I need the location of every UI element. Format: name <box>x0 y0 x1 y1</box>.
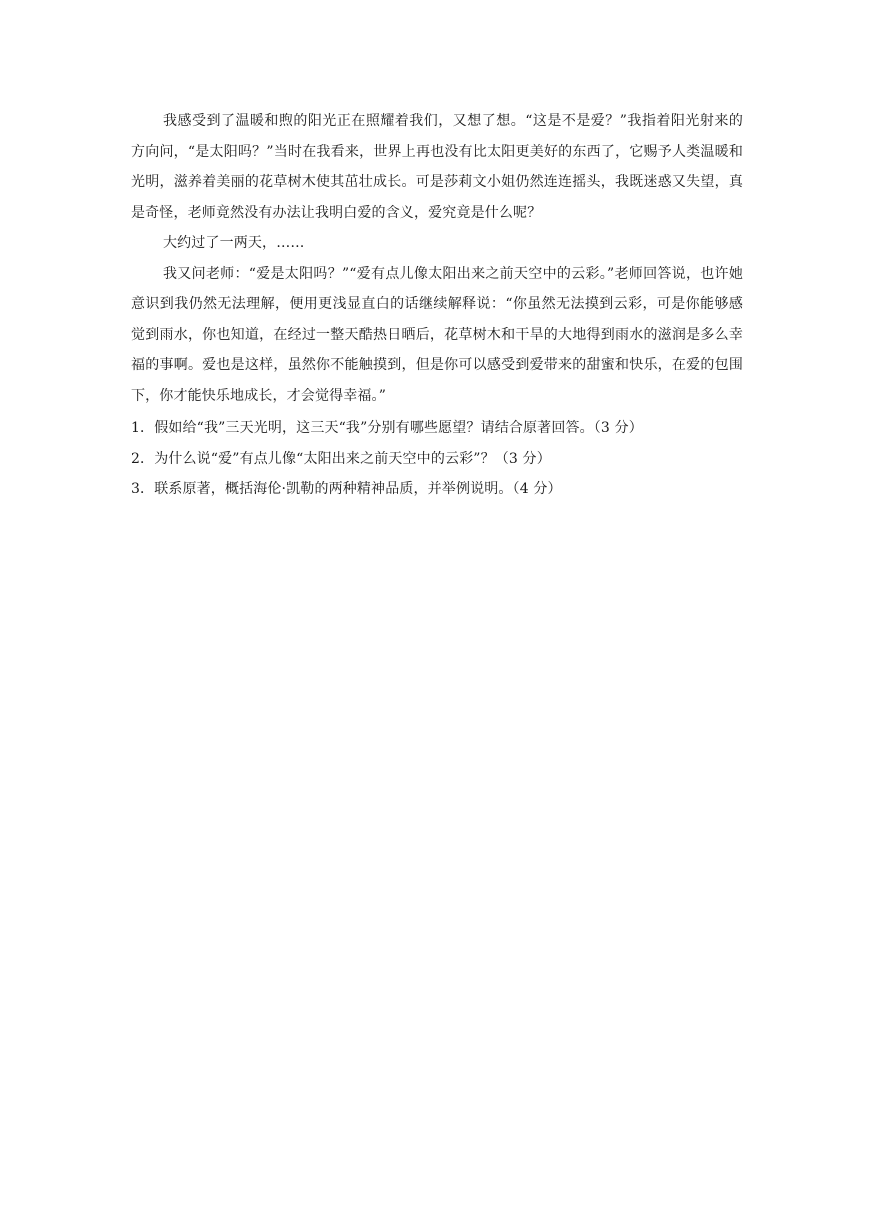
question-list <box>131 413 743 505</box>
question-1: 1．假如给“我”三天光明，这三天“我”分别有哪些愿望？请结合原著回答。（3 分） <box>131 420 643 436</box>
passage-paragraph-2: 大约过了一两天，…… <box>163 235 305 251</box>
reading-passage <box>131 106 743 411</box>
question-2: 2．为什么说“爱”有点儿像“太阳出来之前天空中的云彩”？（3 分） <box>131 450 551 467</box>
document-content <box>131 106 743 505</box>
passage-paragraph-3: 我又问老师：“爱是太阳吗？”“爱有点儿像太阳出来之前天空中的云彩。”老师回答说，也许她意识到我仍然无法理解，便用更浅显直白的话继续解释说：“你虽然无法摸到云彩，可是你能够感觉到雨水，你也知道，在经过一整天酷热日晒后，花草树木和干旱的大地得到雨水的滋润是多么幸福的事啊。爱也是这样，虽然你不能触摸到，但是你可以感受到爱带来的甜蜜和快乐，在爱的包围下，你才能快乐地成长，才会觉得幸福。” <box>131 265 743 404</box>
question-3: 3．联系原著，概括海伦·凯勒的两种精神品质，并举例说明。（4 分） <box>131 481 562 497</box>
passage-paragraph-1: 我感受到了温暖和煦的阳光正在照耀着我们，又想了想。“这是不是爱？”我指着阳光射来的方向问，“是太阳吗？”当时在我看来，世界上再也没有比太阳更美好的东西了，它赐予人类温暖和光明，滋养着美丽的花草树木使其茁壮成长。可是莎莉文小姐仍然连连摇头，我既迷惑又失望，真是奇怪，老师竟然没有办法让我明白爱的含义，爱究竟是什么呢？ <box>131 113 743 221</box>
